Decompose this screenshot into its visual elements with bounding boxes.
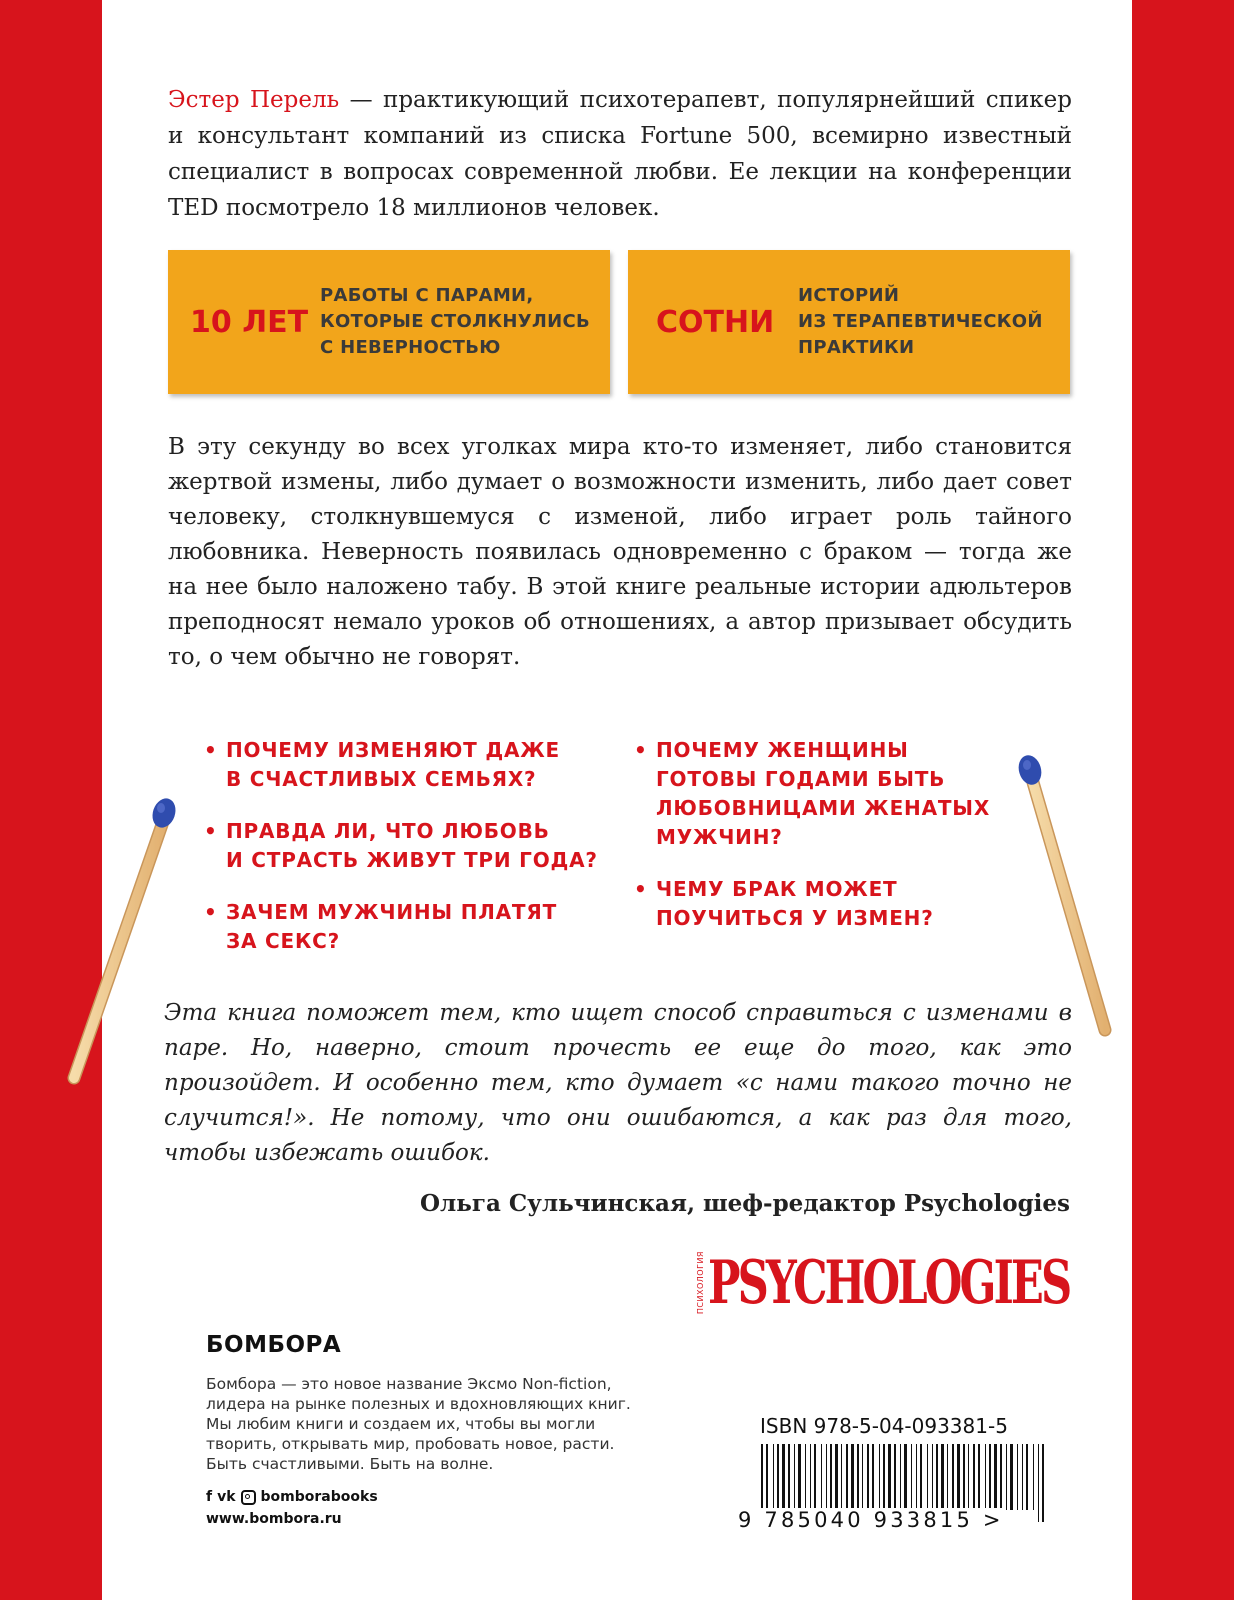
description-line: творить, открывать мир, пробовать новое, расти. <box>206 1435 615 1453</box>
question-line: ЛЮБОВНИЦАМИ ЖЕНАТЫХ <box>656 796 991 820</box>
question-line: ЧЕМУ БРАК МОЖЕТ <box>656 877 898 901</box>
social-handle[interactable]: bomborabooks <box>260 1489 378 1505</box>
question-line: ПОЧЕМУ ЖЕНЩИНЫ <box>656 738 909 762</box>
stat-number: СОТНИ <box>656 304 775 340</box>
facebook-icon[interactable]: f <box>206 1489 213 1505</box>
review-quote: Эта книга поможет тем, кто ищет способ справиться с изменами в паре. Но, наверно, стоит прочесть ее еще до того, как это произойдет. И особенно тем, кто думает «с нами такого точно не случится!». Не потому, что они ошибаются, а как раз для того, чтобы избежать ошибок. <box>164 1000 1072 1166</box>
author-bio: — практикующий психотерапевт, популярнейший спикер и консультант компаний из списка Fortune 500, всемирно известный специалист в вопросах современной любви. Ее лекции на конференции TED посмотрело 18 миллионов человек. <box>168 87 1072 221</box>
question-item <box>204 898 614 956</box>
question-line: В СЧАСТЛИВЫХ СЕМЬЯХ? <box>226 767 537 791</box>
stat-line: ИЗ ТЕРАПЕВТИЧЕСКОЙ <box>798 311 1043 332</box>
description-line: Бомбора — это новое название Эксмо Non-fiction, <box>206 1375 612 1393</box>
author-intro <box>168 82 1072 226</box>
stat-line: С НЕВЕРНОСТЬЮ <box>320 337 501 358</box>
stat-box-years <box>168 250 610 394</box>
questions-right <box>634 736 1034 956</box>
bullet-icon: • <box>204 900 218 924</box>
barcode-digits: 9 785040 933815 > <box>738 1508 1004 1532</box>
publisher-name: БОМБОРА <box>206 1332 342 1358</box>
vk-icon[interactable]: vk <box>217 1489 236 1505</box>
book-description: В эту секунду во всех уголках мира кто-то изменяет, либо становится жертвой измены, либо думает о возможности изменить, либо дает совет человеку, столкнувшемуся с изменой, либо играет роль тайного любовника. Неверность появилась одновременно с браком — тогда же на нее было наложено табу. В этой книге реальные истории адюльтеров преподносят немало уроков об отношениях, а автор призывает обсудить то, о чем обычно не говорят. <box>168 434 1072 670</box>
question-line: ПОЧЕМУ ИЗМЕНЯЮТ ДАЖЕ <box>226 738 561 762</box>
stat-line: ИСТОРИЙ <box>798 285 900 306</box>
publisher-description <box>206 1374 676 1474</box>
logo-small-text: ПСИХОЛОГИЯ <box>696 1251 705 1315</box>
logo-text: PSYCHOLOGIES <box>708 1248 1070 1318</box>
description-line: Быть счастливыми. Быть на волне. <box>206 1455 494 1473</box>
question-item <box>634 875 1034 933</box>
question-line: ЗА СЕКС? <box>226 929 341 953</box>
question-line: ЗАЧЕМ МУЖЧИНЫ ПЛАТЯТ <box>226 900 558 924</box>
description-line: Мы любим книги и создаем их, чтобы вы могли <box>206 1415 596 1433</box>
stat-line: РАБОТЫ С ПАРАМИ, <box>320 285 534 306</box>
psychologies-logo <box>696 1248 1210 1318</box>
stat-line: ПРАКТИКИ <box>798 337 915 358</box>
question-line: МУЖЧИН? <box>656 825 783 849</box>
question-line: ГОТОВЫ ГОДАМИ БЫТЬ <box>656 767 946 791</box>
stat-box-stories <box>628 250 1070 394</box>
questions-left <box>204 736 614 979</box>
stat-text <box>798 283 1043 361</box>
social-links <box>206 1489 378 1505</box>
bullet-icon: • <box>634 738 648 762</box>
isbn-label: ISBN 978-5-04-093381-5 <box>760 1414 1008 1438</box>
question-line: ПОУЧИТЬСЯ У ИЗМЕН? <box>656 906 934 930</box>
bullet-icon: • <box>204 819 218 843</box>
question-line: ПРАВДА ЛИ, ЧТО ЛЮБОВЬ <box>226 819 550 843</box>
description-line: лидера на рынке полезных и вдохновляющих книг. <box>206 1395 631 1413</box>
question-item <box>634 736 1034 852</box>
stat-line: КОТОРЫЕ СТОЛКНУЛИСЬ <box>320 311 591 332</box>
stat-number: 10 ЛЕТ <box>190 304 309 340</box>
bullet-icon: • <box>204 738 218 762</box>
quote-author: Ольга Сульчинская, шеф-редактор Psychologies <box>419 1190 1070 1217</box>
question-item <box>204 817 614 875</box>
question-line: И СТРАСТЬ ЖИВУТ ТРИ ГОДА? <box>226 848 598 872</box>
bullet-icon: • <box>634 877 648 901</box>
author-name: Эстер Перель <box>168 87 340 113</box>
stat-text <box>320 283 590 361</box>
back-cover <box>102 0 1132 1600</box>
website-link[interactable]: www.bombora.ru <box>206 1511 342 1527</box>
instagram-icon[interactable] <box>241 1490 256 1505</box>
question-item <box>204 736 614 794</box>
